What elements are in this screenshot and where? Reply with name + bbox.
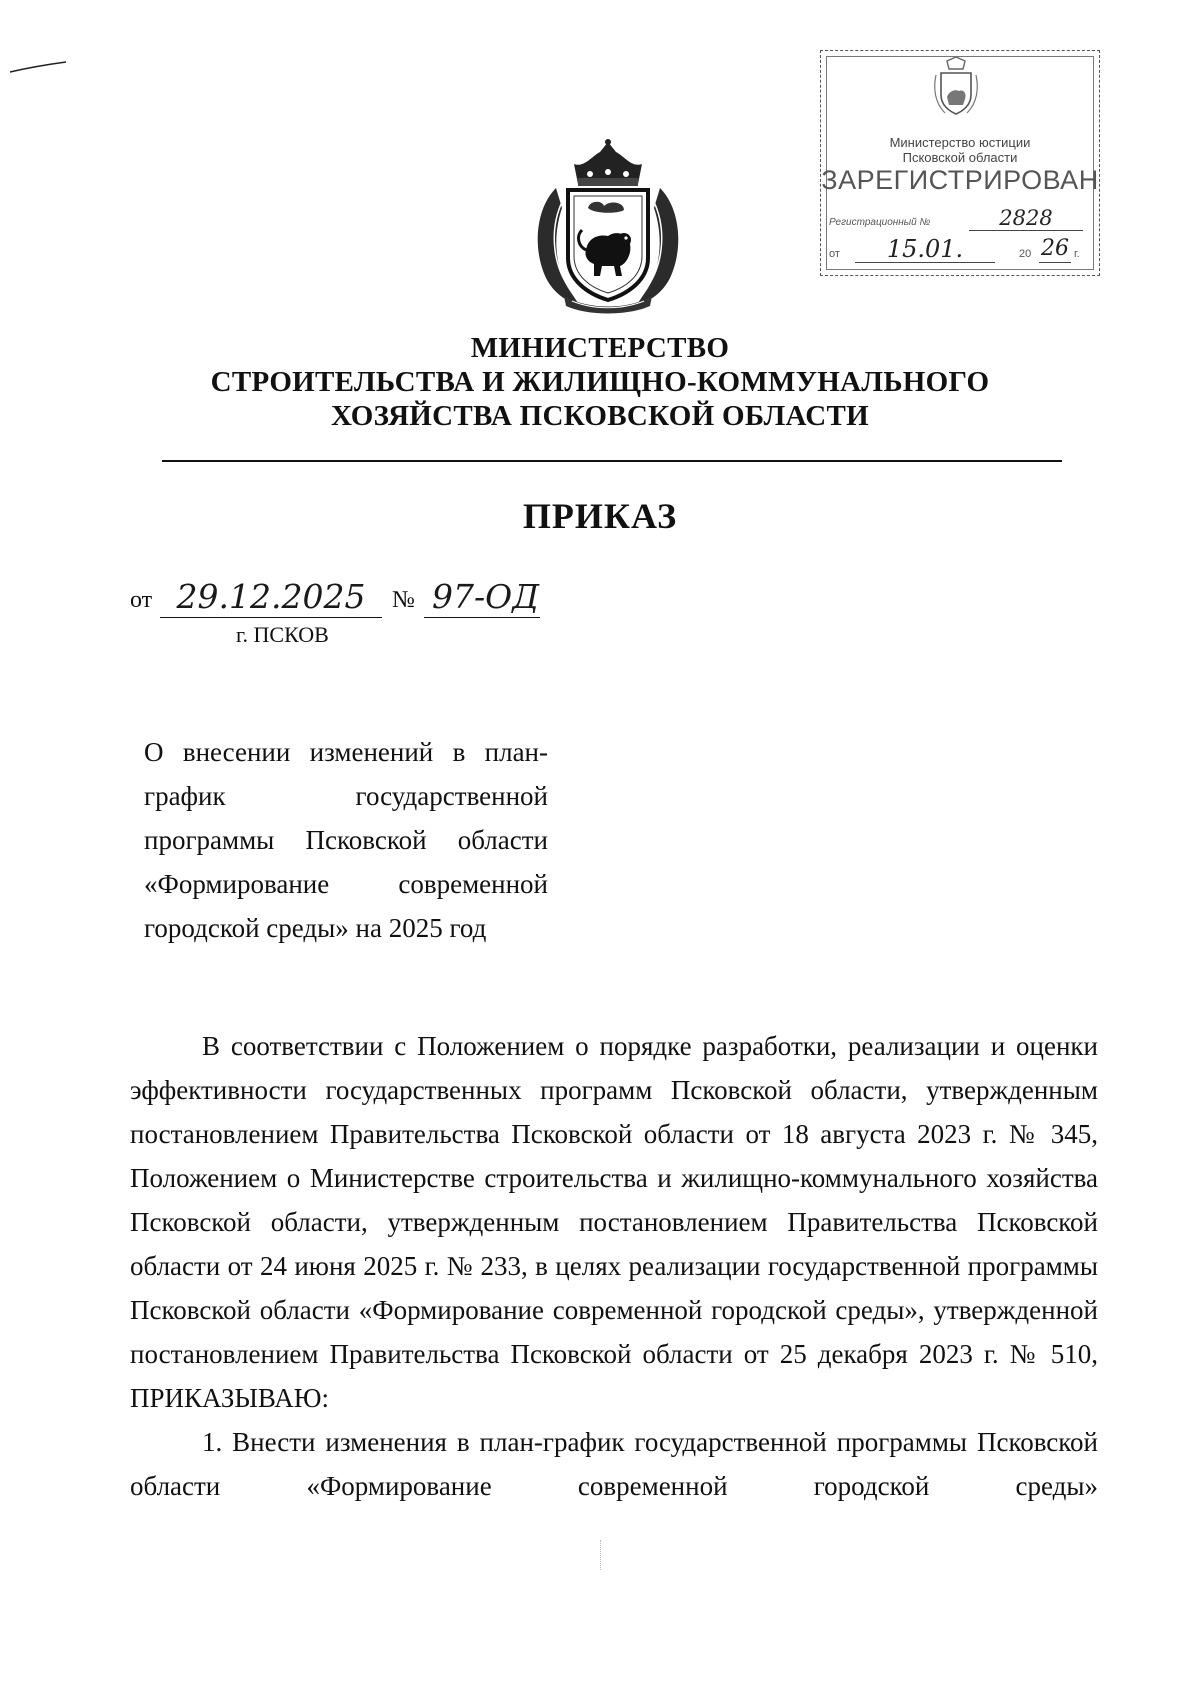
body-paragraph-1: В соответствии с Положением о порядке разработки, реализации и оценки эффективности государственных программ Псковской области, утвержденным постановлением Правительства Псковской области от 18 августа 2023 г. № 345, Положением о Министерстве строительства и жилищно-коммунального хозяйства Псковской области, утвержденным постановлением Правительства Псковской области от 24 июня 2025 г. № 233, в целях реализации государственной программы Псковской области «Формирование современной городской среды», утвержденной постановлением Правительства Псковской области от 25 декабря 2023 г. № 510, ПРИКАЗЫВАЮ: (130, 1031, 1098, 1413)
stamp-date-row (829, 237, 1091, 263)
stray-pen-mark (8, 60, 68, 74)
order-number-handwritten: 97-ОД (424, 577, 540, 618)
order-body (130, 1024, 1098, 1508)
order-date-prefix: от (130, 587, 153, 613)
stamp-year-prefix: 20 (1019, 248, 1032, 260)
stamp-region-name: Псковской области (902, 150, 1018, 165)
coat-of-arms-emblem (528, 138, 688, 314)
stamp-registration-label: Регистрационный № (829, 217, 931, 228)
header-divider (162, 460, 1062, 462)
stamp-registration-number: 2828 (969, 206, 1083, 231)
document-type-heading: ПРИКАЗ (522, 496, 678, 536)
ministry-title-line-3: ХОЗЯЙСТВА ПСКОВСКОЙ ОБЛАСТИ (330, 400, 870, 432)
stamp-status: ЗАРЕГИСТРИРОВАН (821, 165, 1099, 195)
order-number-prefix: № (392, 587, 415, 613)
stamp-date-prefix: от (829, 248, 840, 260)
order-subject: О внесении изменений в план-график государственной программы Псковской области «Формирование современной городской среды» на 2025 год (144, 737, 548, 943)
order-date-handwritten: 29.12.2025 (160, 577, 382, 618)
stamp-ministry-name: Министерство юстиции (889, 135, 1031, 150)
registration-stamp (820, 50, 1100, 276)
stamp-year-suffix: г. (1074, 248, 1080, 260)
stamp-registration-row (829, 207, 1091, 231)
order-city: г. ПСКОВ (236, 622, 329, 647)
body-paragraph-2: 1. Внести изменения в план-график государственной программы Псковской области «Формирование современной городской среды» (130, 1427, 1098, 1501)
ministry-title-line-1: МИНИСТЕРСТВО (470, 332, 730, 364)
scan-speck (600, 1540, 603, 1570)
stamp-coat-of-arms-icon (933, 57, 979, 117)
order-date-number-line (130, 574, 630, 620)
stamp-date: 15.01. (855, 236, 995, 263)
ministry-title-line-2: СТРОИТЕЛЬСТВА И ЖИЛИЩНО-КОММУНАЛЬНОГО (210, 366, 990, 398)
stamp-year: 26 (1041, 236, 1069, 261)
